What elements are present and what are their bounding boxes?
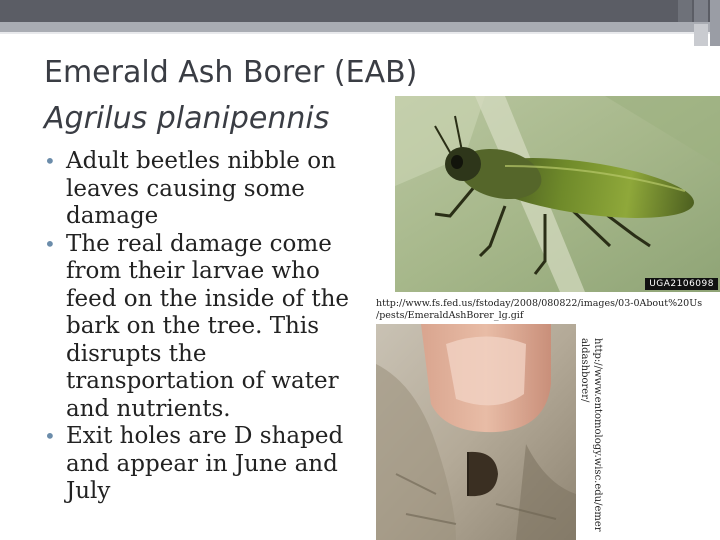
bullet-dot-icon: •	[44, 149, 56, 173]
header-bar-rule	[0, 32, 720, 34]
header-bar-light	[0, 22, 720, 32]
hole-source-url-wrap	[576, 338, 604, 538]
header-bar-dark	[0, 0, 720, 22]
bullet-dot-icon: •	[44, 424, 56, 448]
header-squares-decoration	[670, 0, 720, 52]
exit-hole-photo	[376, 324, 576, 540]
slide-subtitle: Agrilus planipennis	[44, 101, 330, 136]
beetle-illustration	[395, 96, 720, 292]
bullet-list	[44, 148, 374, 506]
bullet-item	[44, 231, 374, 424]
slide-title: Emerald Ash Borer (EAB)	[44, 55, 418, 90]
beetle-source-url: http://www.fs.fed.us/fstoday/2008/080822/images/03-0About%20Us /pests/EmeraldAshBorer_lg.gif	[376, 298, 703, 321]
exit-hole-illustration	[376, 324, 576, 540]
bullet-item	[44, 148, 374, 231]
bullet-text: Exit holes are D shaped and appear in June and July	[66, 423, 344, 504]
bullet-dot-icon: •	[44, 231, 56, 256]
beetle-photo	[395, 96, 720, 292]
photo-credit-tag: UGA2106098	[645, 278, 718, 290]
bullet-text: Adult beetles nibble on leaves causing some damage	[66, 148, 336, 229]
hole-source-url: http://www.entomology.wisc.edu/emer aldashborer/	[579, 338, 603, 532]
bullet-item	[44, 423, 374, 506]
bullet-text: The real damage come from their larvae who feed on the inside of the bark on the tree. This disrupts the transportation of water and nutrients.	[66, 230, 350, 422]
